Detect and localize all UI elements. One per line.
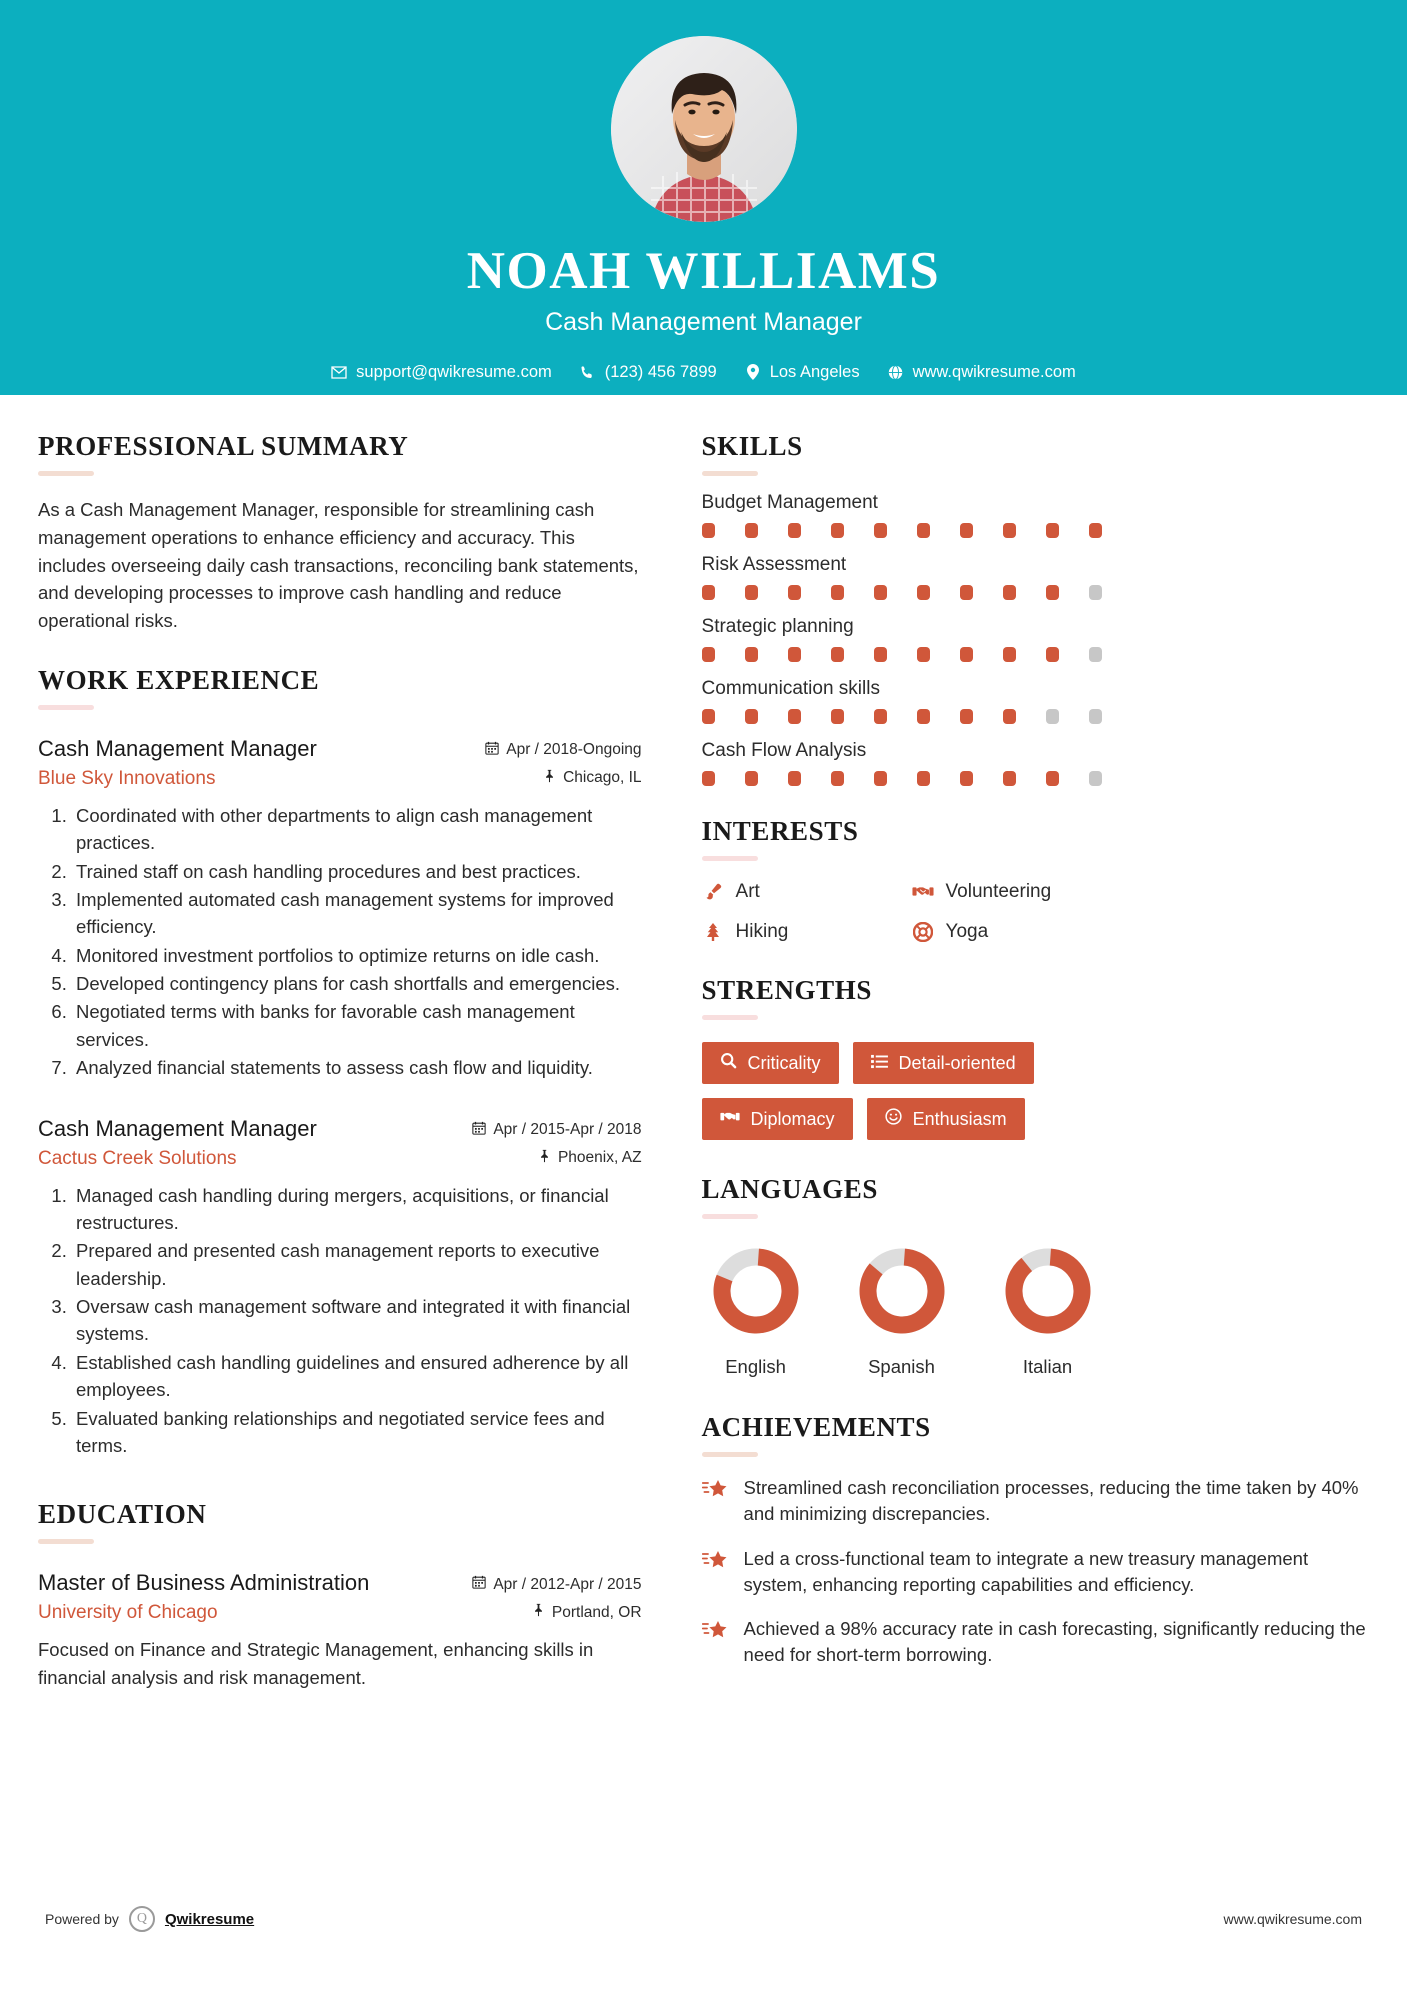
- achievement-text: Achieved a 98% accuracy rate in cash forecasting, significantly reducing the need for short-term borrowing.: [743, 1618, 1366, 1666]
- work-job-title: Cash Management Manager: [38, 1115, 317, 1141]
- skill-name: Risk Assessment: [701, 554, 847, 575]
- language-label: Italian: [1022, 1356, 1073, 1377]
- skill-name: Communication skills: [701, 678, 880, 699]
- skill-dot: [831, 647, 844, 662]
- envelope-icon: [331, 364, 347, 380]
- section-rule: [702, 1452, 758, 1457]
- work-date: [485, 741, 641, 760]
- achievement-item: [702, 1475, 1369, 1528]
- section-rule: [702, 1214, 758, 1219]
- section-title-achievements: ACHIEVEMENTS: [701, 1412, 931, 1442]
- handshake-icon: [912, 881, 934, 903]
- bullet: 4. Monitored investment portfolios to optimize returns on idle cash.: [72, 942, 642, 969]
- phone-icon: [580, 364, 596, 380]
- skill-dot: [702, 523, 715, 538]
- section-title-summary: PROFESSIONAL SUMMARY: [38, 431, 409, 461]
- achievement-text: Led a cross-functional team to integrate a new treasury management system, enhancing reporting capabilities and efficiency.: [743, 1547, 1309, 1595]
- section-rule: [38, 705, 94, 710]
- section-title-work: WORK EXPERIENCE: [38, 664, 320, 695]
- skill-rating: [702, 647, 1102, 662]
- skill-dot: [960, 523, 973, 538]
- education-location-value: Portland, OR: [551, 1603, 642, 1621]
- search-icon: [720, 1052, 737, 1074]
- pushpin-icon: [538, 1149, 551, 1168]
- summary-text: As a Cash Management Manager, responsible for streamlining cash management operations to enhance efficiency and accuracy. This includes overseeing daily cash transactions, reconciling bank statements, and developing processes to improve cash handling and reduce operational risks.: [38, 499, 639, 631]
- section-title-languages: LANGUAGES: [701, 1174, 878, 1204]
- skill-dot: [831, 771, 844, 786]
- skill-dot: [788, 523, 801, 538]
- education-school: University of Chicago: [38, 1602, 218, 1624]
- skill-dot: [960, 709, 973, 724]
- location-pin-icon: [745, 364, 761, 380]
- bullet: 3. Oversaw cash management software and integrated it with financial systems.: [72, 1293, 642, 1348]
- skill-dot: [1003, 585, 1016, 600]
- education-degree: Master of Business Administration: [38, 1570, 370, 1596]
- contact-website[interactable]: [874, 363, 1090, 382]
- section-rule: [38, 1539, 94, 1544]
- footer-powered-label: Powered by: [45, 1911, 119, 1927]
- contact-phone[interactable]: [566, 363, 731, 382]
- section-title-strengths: STRENGTHS: [701, 975, 872, 1005]
- work-entry: [38, 1116, 642, 1460]
- resume-body: [0, 395, 1407, 1692]
- skill-item: [702, 678, 1369, 724]
- skill-name: Cash Flow Analysis: [701, 740, 867, 761]
- skills-list: [702, 492, 1369, 786]
- strength-label: Criticality: [747, 1052, 821, 1073]
- skill-rating: [702, 523, 1102, 538]
- skill-dot: [788, 647, 801, 662]
- skill-dot: [745, 709, 758, 724]
- globe-icon: [888, 364, 904, 380]
- section-rule: [702, 471, 758, 476]
- job-role-subtitle: Cash Management Manager: [545, 307, 862, 336]
- strengths-list: [702, 1042, 1122, 1140]
- pushpin-icon: [543, 769, 556, 788]
- shooting-star-icon: [702, 1475, 730, 1528]
- education-location: [472, 1603, 641, 1622]
- work-location: [472, 1149, 641, 1168]
- strength-badge-enthusiasm[interactable]: [867, 1098, 1025, 1140]
- contact-phone-value: (123) 456 7899: [604, 362, 717, 381]
- interest-label: Yoga: [945, 921, 989, 942]
- education-date-value: Apr / 2012-Apr / 2015: [493, 1575, 642, 1593]
- skill-dot: [831, 523, 844, 538]
- skill-dot: [1089, 523, 1102, 538]
- bullet: 1. Coordinated with other departments to align cash management practices.: [72, 802, 642, 857]
- skill-dot: [1003, 647, 1016, 662]
- footer-powered-by: [45, 1906, 254, 1932]
- skill-dot: [874, 709, 887, 724]
- interests-grid: [702, 881, 1122, 943]
- calendar-icon: [472, 1121, 486, 1140]
- work-date: [472, 1121, 641, 1140]
- work-company: Cactus Creek Solutions: [38, 1147, 237, 1169]
- section-interests: [702, 816, 1369, 943]
- strength-badge-detail-oriented[interactable]: [853, 1042, 1034, 1084]
- skill-dot: [917, 523, 930, 538]
- page-title: NOAH WILLIAMS: [466, 242, 941, 300]
- skill-item: [702, 492, 1369, 538]
- skill-rating: [702, 585, 1102, 600]
- achievement-item: [702, 1546, 1369, 1599]
- strength-label: Enthusiasm: [912, 1108, 1007, 1129]
- work-bullets: [38, 802, 642, 1082]
- contact-location[interactable]: [731, 363, 874, 382]
- education-meta: [472, 1570, 641, 1622]
- work-location-value: Phoenix, AZ: [557, 1149, 642, 1166]
- section-strengths: [702, 975, 1369, 1140]
- interest-label: Art: [735, 881, 760, 902]
- section-professional-summary: [38, 431, 642, 635]
- skill-dot: [874, 523, 887, 538]
- skill-dot: [1003, 709, 1016, 724]
- section-languages: [702, 1174, 1369, 1378]
- skill-dot: [788, 585, 801, 600]
- strength-badge-diplomacy[interactable]: [702, 1098, 853, 1140]
- language-label: English: [725, 1356, 786, 1377]
- work-company: Blue Sky Innovations: [38, 767, 216, 789]
- section-title-interests: INTERESTS: [701, 816, 859, 846]
- interest-item: [702, 921, 912, 943]
- bullet: 3. Implemented automated cash management systems for improved efficiency.: [72, 886, 642, 941]
- skill-dot: [788, 771, 801, 786]
- strength-label: Diplomacy: [750, 1108, 835, 1129]
- section-education: [38, 1499, 642, 1692]
- skill-dot: [745, 771, 758, 786]
- pushpin-icon: [532, 1603, 545, 1622]
- lifebuoy-icon: [912, 921, 934, 943]
- section-rule: [702, 856, 758, 861]
- footer-brand-link[interactable]: Qwikresume: [164, 1910, 255, 1928]
- section-rule: [38, 471, 94, 476]
- skill-dot: [702, 771, 715, 786]
- bullet: 1. Managed cash handling during mergers, acquisitions, or financial restructures.: [72, 1182, 642, 1237]
- interest-item: [912, 921, 1122, 943]
- language-donut-chart: [854, 1243, 950, 1339]
- education-entry: [38, 1570, 642, 1692]
- section-title-skills: SKILLS: [701, 431, 803, 461]
- smiley-icon: [885, 1108, 902, 1130]
- right-column: [670, 395, 1369, 1692]
- skill-dot: [917, 647, 930, 662]
- skill-dot: [960, 585, 973, 600]
- qwikresume-logo-icon: Q: [129, 1906, 155, 1932]
- skill-dot: [917, 585, 930, 600]
- skill-dot: [1089, 771, 1102, 786]
- resume-header: [0, 0, 1407, 395]
- footer: [0, 1906, 1407, 1932]
- skill-dot: [1046, 523, 1059, 538]
- skill-dot: [917, 709, 930, 724]
- paintbrush-icon: [702, 881, 724, 903]
- education-description: Focused on Finance and Strategic Management, enhancing skills in financial analysis and risk management.: [38, 1639, 594, 1688]
- bullet: 5. Developed contingency plans for cash shortfalls and emergencies.: [72, 970, 642, 997]
- skill-item: [702, 740, 1369, 786]
- skill-dot: [1089, 647, 1102, 662]
- skill-dot: [702, 647, 715, 662]
- interest-label: Volunteering: [945, 881, 1052, 902]
- skill-dot: [874, 647, 887, 662]
- language-item: [702, 1243, 810, 1378]
- contact-row: [317, 363, 1090, 382]
- bullet: 2. Prepared and presented cash management reports to executive leadership.: [72, 1237, 642, 1292]
- skill-dot: [874, 585, 887, 600]
- bullet: 7. Analyzed financial statements to assess cash flow and liquidity.: [72, 1054, 642, 1081]
- shooting-star-icon: [702, 1546, 730, 1599]
- work-meta: [472, 1116, 641, 1168]
- bullet: 5. Evaluated banking relationships and negotiated service fees and terms.: [72, 1405, 642, 1460]
- calendar-icon: [485, 741, 499, 760]
- work-bullets: [38, 1182, 642, 1460]
- skill-dot: [960, 771, 973, 786]
- interest-item: [702, 881, 912, 903]
- skill-dot: [874, 771, 887, 786]
- skill-dot: [1089, 709, 1102, 724]
- skill-dot: [1003, 523, 1016, 538]
- shooting-star-icon: [702, 1616, 730, 1669]
- skill-name: Strategic planning: [701, 616, 854, 637]
- education-date: [472, 1575, 641, 1594]
- strength-badge-criticality[interactable]: [702, 1042, 839, 1084]
- section-skills: [702, 431, 1369, 786]
- skill-dot: [831, 709, 844, 724]
- achievement-item: [702, 1616, 1369, 1669]
- skill-dot: [745, 585, 758, 600]
- strength-label: Detail-oriented: [898, 1052, 1016, 1073]
- skill-dot: [1046, 647, 1059, 662]
- skill-dot: [1046, 709, 1059, 724]
- footer-url[interactable]: www.qwikresume.com: [1223, 1911, 1362, 1927]
- skill-rating: [702, 709, 1102, 724]
- calendar-icon: [472, 1575, 486, 1594]
- skill-dot: [917, 771, 930, 786]
- work-job-title: Cash Management Manager: [38, 735, 317, 761]
- avatar: [611, 36, 797, 222]
- achievement-text: Streamlined cash reconciliation processes, reducing the time taken by 40% and minimizing discrepancies.: [743, 1477, 1359, 1525]
- bullet: 4. Established cash handling guidelines and ensured adherence by all employees.: [72, 1349, 642, 1404]
- work-location-value: Chicago, IL: [563, 769, 642, 787]
- skill-dot: [831, 585, 844, 600]
- skill-dot: [788, 709, 801, 724]
- skill-dot: [702, 585, 715, 600]
- skill-name: Budget Management: [701, 492, 878, 513]
- language-item: [848, 1243, 956, 1378]
- bullet: 2. Trained staff on cash handling procedures and best practices.: [72, 858, 642, 885]
- language-item: [994, 1243, 1102, 1378]
- language-label: Spanish: [868, 1356, 935, 1377]
- work-date-value: Apr / 2015-Apr / 2018: [493, 1121, 642, 1138]
- skill-rating: [702, 771, 1102, 786]
- contact-email[interactable]: [317, 363, 566, 382]
- skill-dot: [960, 647, 973, 662]
- skill-item: [702, 616, 1369, 662]
- work-meta: [485, 736, 641, 788]
- section-achievements: [702, 1412, 1369, 1669]
- contact-website-value: www.qwikresume.com: [912, 362, 1076, 381]
- interest-item: [912, 881, 1122, 903]
- language-donut-chart: [708, 1243, 804, 1339]
- work-date-value: Apr / 2018-Ongoing: [506, 741, 642, 759]
- skill-dot: [745, 647, 758, 662]
- language-donut-chart: [1000, 1243, 1096, 1339]
- languages-list: [702, 1243, 1369, 1378]
- contact-location-value: Los Angeles: [769, 362, 860, 381]
- skill-dot: [1089, 585, 1102, 600]
- work-entry: [38, 736, 642, 1082]
- handshake-icon: [720, 1109, 740, 1130]
- section-title-education: EDUCATION: [38, 1499, 207, 1530]
- achievements-list: [702, 1475, 1369, 1669]
- skill-item: [702, 554, 1369, 600]
- contact-email-value: support@qwikresume.com: [356, 362, 552, 381]
- tree-icon: [702, 921, 724, 943]
- skill-dot: [702, 709, 715, 724]
- skill-dot: [1046, 585, 1059, 600]
- skill-dot: [745, 523, 758, 538]
- interest-label: Hiking: [735, 921, 789, 942]
- skill-dot: [1003, 771, 1016, 786]
- skill-dot: [1046, 771, 1059, 786]
- work-location: [485, 769, 641, 788]
- left-column: [38, 395, 670, 1692]
- section-rule: [702, 1015, 758, 1020]
- bullet: 6. Negotiated terms with banks for favorable cash management services.: [72, 998, 642, 1053]
- section-work-experience: [38, 665, 642, 1460]
- list-icon: [871, 1053, 888, 1074]
